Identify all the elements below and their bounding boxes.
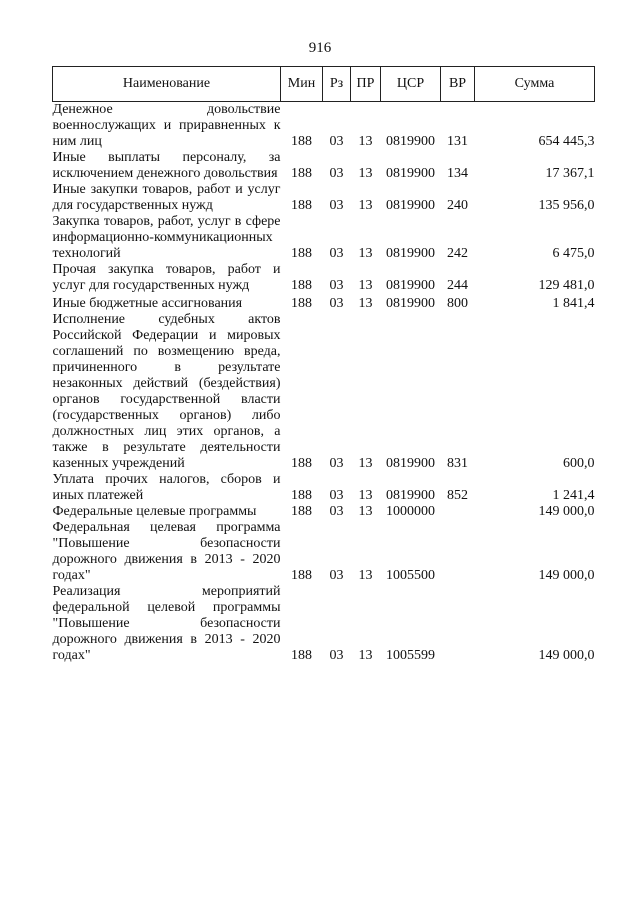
row-vr [441, 584, 475, 664]
row-rz: 03 [329, 488, 344, 503]
row-vr: 240 [447, 198, 468, 213]
row-sum: 149 000,0 [538, 504, 595, 519]
table-row [53, 584, 595, 664]
row-pr: 13 [358, 488, 373, 503]
row-min: 188 [291, 568, 312, 583]
row-vr: 242 [447, 246, 468, 261]
row-sum: 149 000,0 [538, 568, 595, 583]
header-sum: Сумма [475, 67, 595, 102]
row-rz: 03 [329, 134, 344, 149]
row-name: Федеральные целевые программы [52, 504, 257, 519]
row-rz: 03 [329, 568, 344, 583]
row-pr: 13 [358, 648, 373, 663]
row-sum: 600,0 [563, 456, 595, 471]
row-name: Федеральная целевая программа "Повышение безопасности дорожного движения в 2013 - 2020 годах" [52, 520, 281, 583]
row-name: Закупка товаров, работ, услуг в сфере информационно-коммуникационных технологий [52, 214, 281, 261]
row-sum: 129 481,0 [538, 278, 595, 293]
row-sum: 17 367,1 [545, 166, 595, 181]
row-csr: 0819900 [386, 134, 435, 149]
row-name: Иные бюджетные ассигнования [52, 296, 243, 311]
row-pr: 13 [358, 198, 373, 213]
row-pr: 13 [358, 246, 373, 261]
row-sum: 654 445,3 [538, 134, 595, 149]
header-min: Мин [281, 67, 323, 102]
row-min: 188 [291, 648, 312, 663]
row-name: Денежное довольствие военнослужащих и приравненных к ним лиц [52, 102, 281, 149]
row-vr: 134 [447, 166, 468, 181]
row-csr: 0819900 [386, 166, 435, 181]
row-sum: 6 475,0 [552, 246, 595, 261]
row-name: Исполнение судебных актов Российской Федерации и мировых соглашений по возмещению вреда, причиненного в результате незаконных действий (бездействия) органов государственной власти (государственных органов) либо должностных лиц этих органов, а также в результате деятельности казенных учреждений [52, 312, 281, 471]
table-header [53, 67, 595, 102]
row-vr [441, 520, 475, 584]
row-min: 188 [291, 198, 312, 213]
row-min: 188 [291, 166, 312, 181]
row-pr: 13 [358, 296, 373, 311]
row-vr: 852 [447, 488, 468, 503]
row-rz: 03 [329, 296, 344, 311]
row-vr: 131 [447, 134, 468, 149]
row-pr: 13 [358, 456, 373, 471]
row-name: Иные выплаты персоналу, за исключением денежного довольствия [52, 150, 281, 181]
budget-table [52, 66, 595, 664]
header-rz: Рз [323, 67, 351, 102]
table-body [53, 102, 595, 665]
row-pr: 13 [358, 504, 373, 519]
row-csr: 1005599 [386, 648, 435, 663]
row-name: Реализация мероприятий федеральной целевой программы "Повышение безопасности дорожного движения в 2013 - 2020 годах" [52, 584, 281, 663]
header-pr: ПР [351, 67, 381, 102]
row-rz: 03 [329, 246, 344, 261]
row-sum: 135 956,0 [538, 198, 595, 213]
row-name: Иные закупки товаров, работ и услуг для государственных нужд [52, 182, 281, 213]
row-name: Уплата прочих налогов, сборов и иных платежей [52, 472, 281, 503]
row-min: 188 [291, 134, 312, 149]
row-csr: 0819900 [386, 488, 435, 503]
table-row [53, 150, 595, 182]
row-vr: 831 [447, 456, 468, 471]
row-rz: 03 [329, 198, 344, 213]
table-row [53, 214, 595, 262]
page-number: 916 [308, 40, 332, 56]
table-row [53, 520, 595, 584]
table-row [53, 102, 595, 151]
header-vr: ВР [441, 67, 475, 102]
row-min: 188 [291, 504, 312, 519]
row-pr: 13 [358, 568, 373, 583]
row-min: 188 [291, 278, 312, 293]
table-row [53, 294, 595, 312]
row-sum: 149 000,0 [538, 648, 595, 663]
row-rz: 03 [329, 648, 344, 663]
row-rz: 03 [329, 278, 344, 293]
row-rz: 03 [329, 456, 344, 471]
row-min: 188 [291, 488, 312, 503]
row-min: 188 [291, 296, 312, 311]
table-row [53, 182, 595, 214]
row-min: 188 [291, 456, 312, 471]
row-pr: 13 [358, 134, 373, 149]
row-sum: 1 241,4 [552, 488, 595, 503]
header-csr: ЦСР [381, 67, 441, 102]
row-pr: 13 [358, 278, 373, 293]
row-name: Прочая закупка товаров, работ и услуг для государственных нужд [52, 262, 281, 293]
row-sum: 1 841,4 [552, 296, 595, 311]
row-min: 188 [291, 246, 312, 261]
table-row [53, 504, 595, 520]
row-pr: 13 [358, 166, 373, 181]
row-csr: 0819900 [386, 278, 435, 293]
row-vr [441, 504, 475, 520]
table-row [53, 472, 595, 504]
row-vr: 800 [447, 296, 468, 311]
header-name: Наименование [53, 67, 281, 102]
row-rz: 03 [329, 166, 344, 181]
row-csr: 0819900 [386, 296, 435, 311]
row-rz: 03 [329, 504, 344, 519]
row-csr: 0819900 [386, 246, 435, 261]
row-csr: 0819900 [386, 198, 435, 213]
table-row [53, 262, 595, 294]
row-csr: 1005500 [386, 568, 435, 583]
row-csr: 1000000 [386, 504, 435, 519]
header-row [53, 67, 595, 102]
table-row [53, 312, 595, 472]
row-csr: 0819900 [386, 456, 435, 471]
row-vr: 244 [447, 278, 468, 293]
